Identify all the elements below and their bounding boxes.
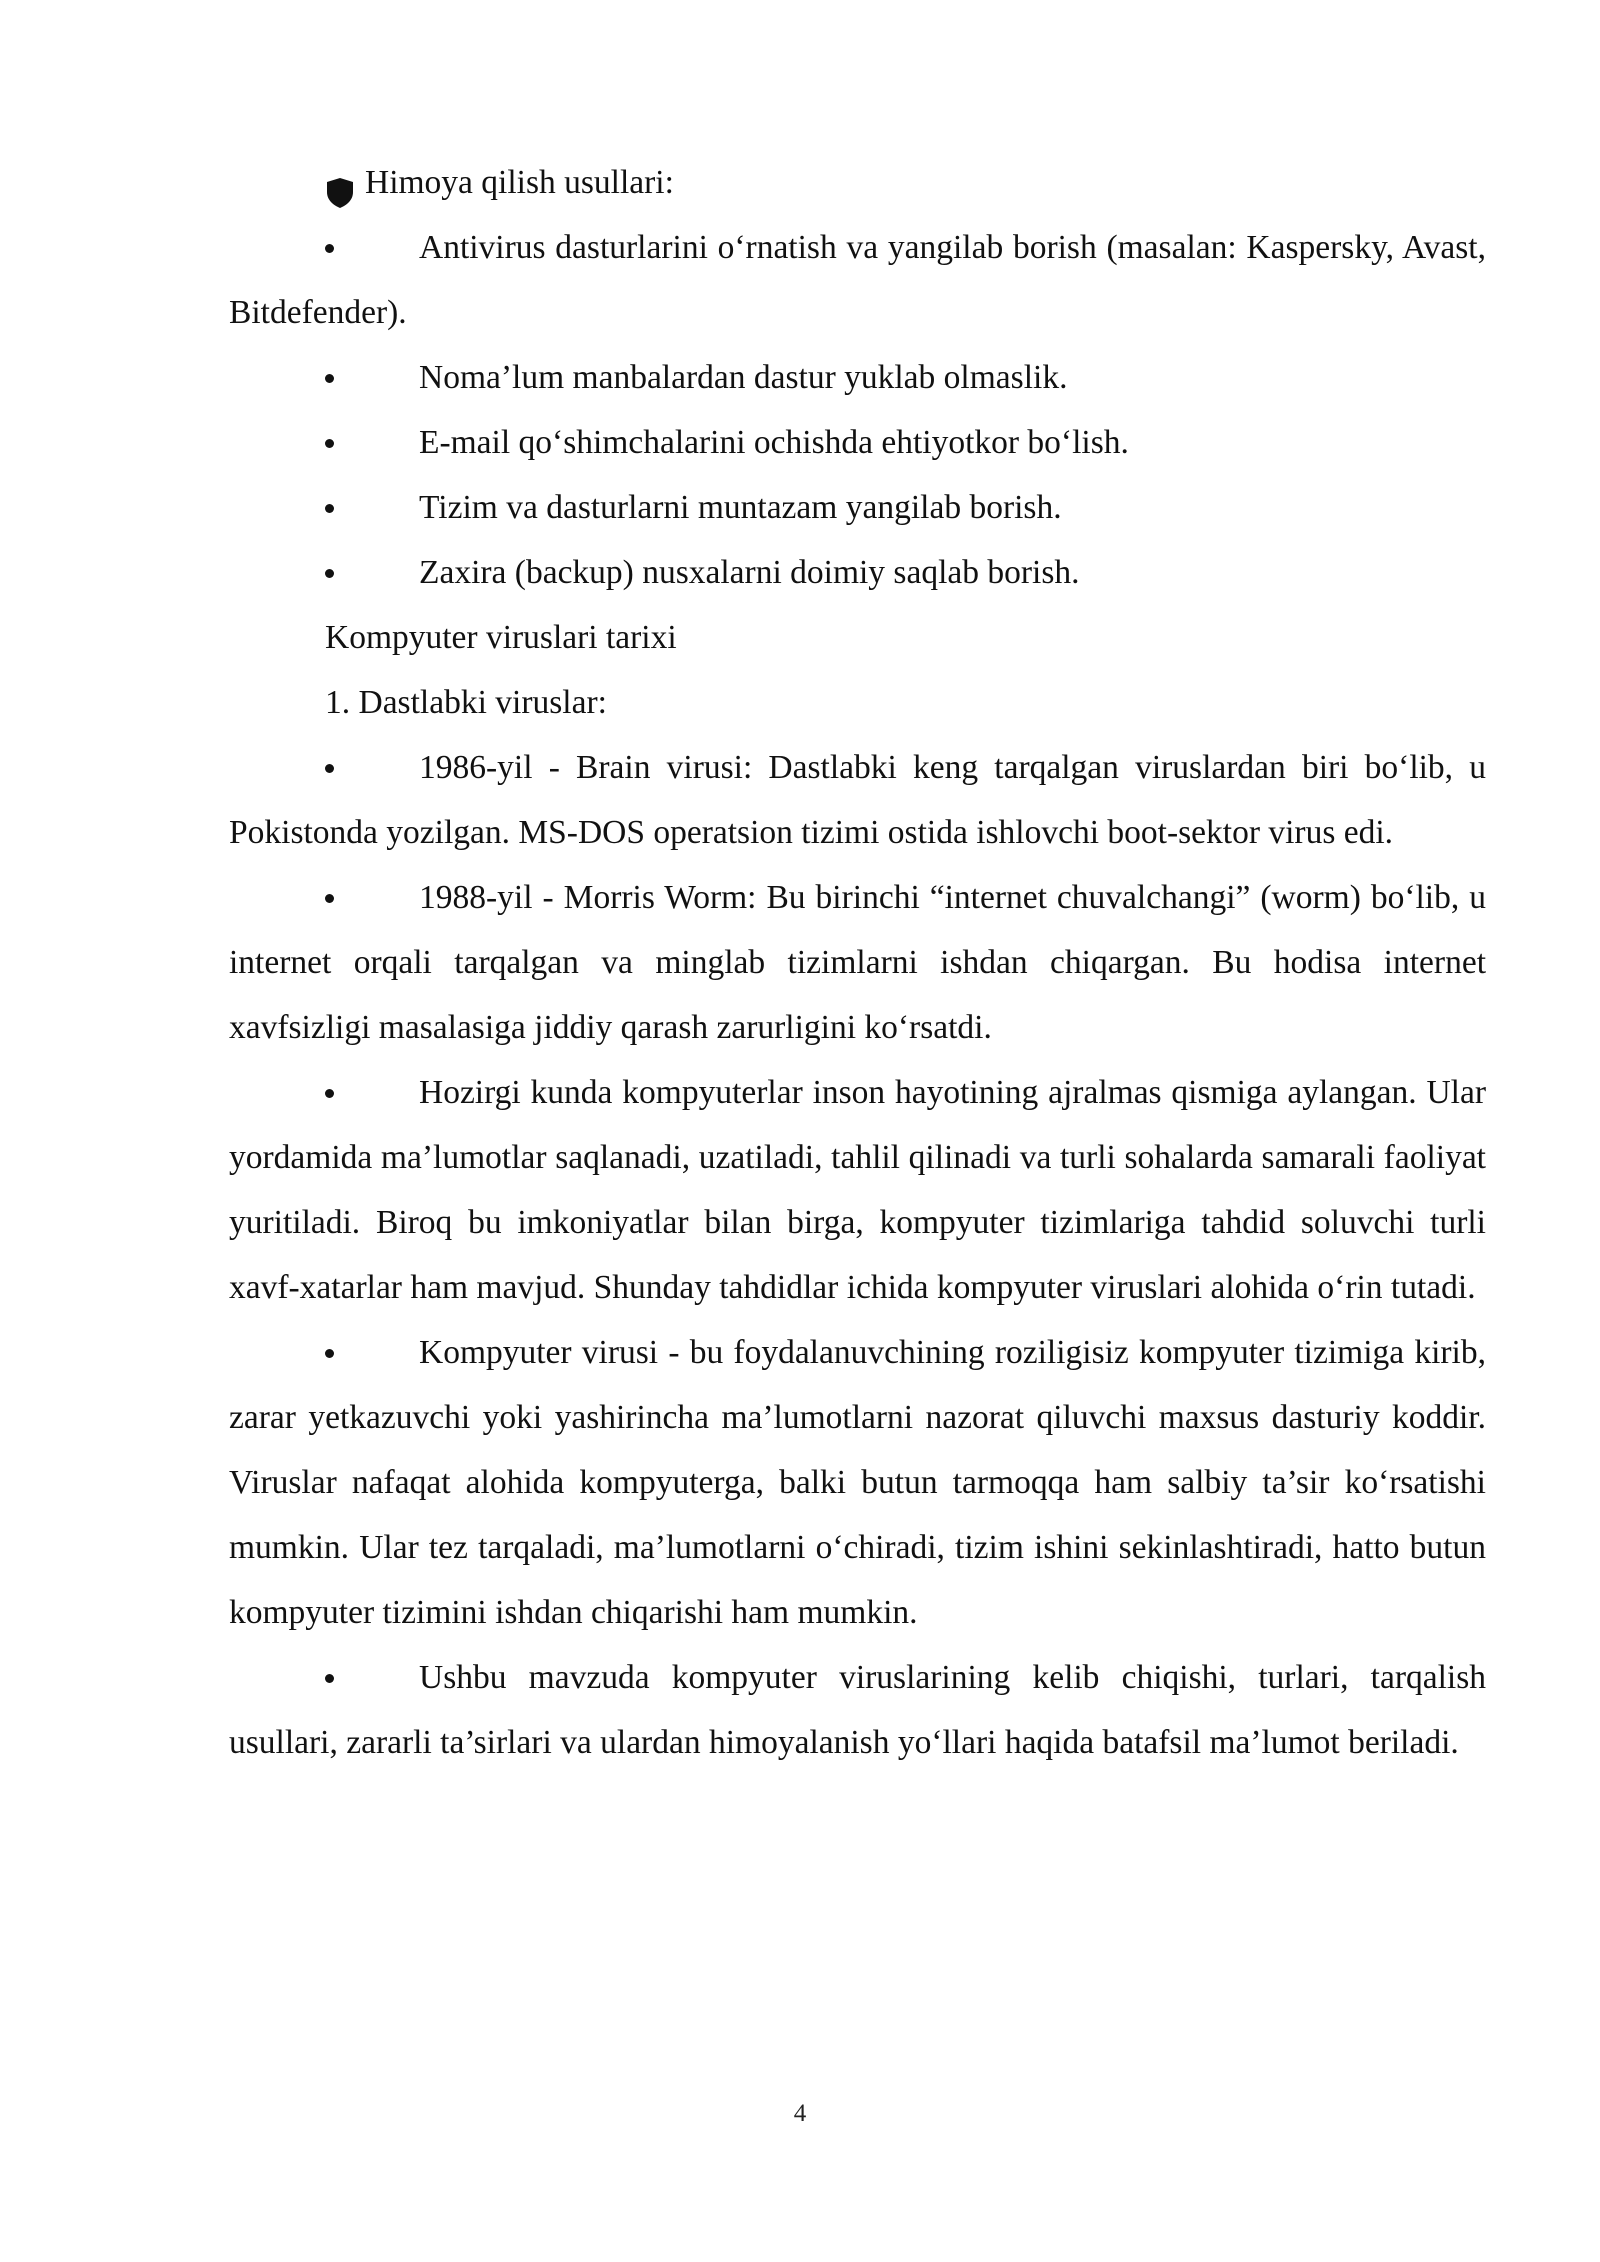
list-item <box>229 865 1486 1060</box>
section-heading: Himoya qilish usullari: <box>365 164 674 201</box>
history-title: Kompyuter viruslari tarixi <box>325 619 677 656</box>
section-heading-row <box>229 150 1486 215</box>
list-item-text: 1988-yil - Morris Worm: Bu birinchi “internet chuvalchangi” (worm) bo‘lib, u internet orqali tarqalgan va minglab tizimlarni ishdan chiqargan. Bu hodisa internet xavfsizligi masalasiga jiddiy qarash zarurligini ko‘rsatdi. <box>229 879 1486 1046</box>
list-item-text: 1986-yil - Brain virusi: Dastlabki keng tarqalgan viruslardan biri bo‘lib, u Pokistonda yozilgan. MS-DOS operatsion tizimi ostida ishlovchi boot-sektor virus edi. <box>229 749 1486 851</box>
list-item-text: Hozirgi kunda kompyuterlar inson hayotining ajralmas qismiga aylangan. Ular yordamida ma’lumotlar saqlanadi, uzatiladi, tahlil qilinadi va turli sohalarda samarali faoliyat yuritiladi. Biroq bu imkoniyatlar bilan birga, kompyuter tizimlariga tahdid soluvchi turli xavf-xatarlar ham mavjud. Shunday tahdidlar ichida kompyuter viruslari alohida o‘rin tutadi. <box>229 1074 1486 1306</box>
list-item-text: Tizim va dasturlarni muntazam yangilab borish. <box>419 489 1062 526</box>
list-item <box>229 540 1486 605</box>
page-content <box>229 150 1486 1775</box>
list-item <box>229 735 1486 865</box>
list-item <box>229 1645 1486 1775</box>
list-item-text: Antivirus dasturlarini o‘rnatish va yangilab borish (masalan: Kaspersky, Avast, Bitdefender). <box>229 229 1486 331</box>
list-item <box>229 1320 1486 1645</box>
list-item <box>229 215 1486 345</box>
page-number: 4 <box>793 2100 807 2127</box>
list-item <box>229 1060 1486 1320</box>
early-viruses-title: 1. Dastlabki viruslar: <box>325 684 607 721</box>
list-item <box>229 410 1486 475</box>
list-item-text: Noma’lum manbalardan dastur yuklab olmaslik. <box>419 359 1068 396</box>
list-item-text: Zaxira (backup) nusxalarni doimiy saqlab borish. <box>419 554 1080 591</box>
list-item-text: E-mail qo‘shimchalarini ochishda ehtiyotkor bo‘lish. <box>419 424 1129 461</box>
list-item <box>229 475 1486 540</box>
shield-icon <box>325 166 355 198</box>
list-item-text: Kompyuter virusi - bu foydalanuvchining roziligisiz kompyuter tizimiga kirib, zarar yetkazuvchi yoki yashirincha ma’lumotlarni nazorat qiluvchi maxsus dasturiy koddir. Viruslar nafaqat alohida kompyuterga, balki butun tarmoqqa ham salbiy ta’sir ko‘rsatishi mumkin. Ular tez tarqaladi, ma’lumotlarni o‘chiradi, tizim ishini sekinlashtiradi, hatto butun kompyuter tizimini ishdan chiqarishi ham mumkin. <box>229 1334 1486 1631</box>
list-item-text: Ushbu mavzuda kompyuter viruslarining kelib chiqishi, turlari, tarqalish usullari, zararli ta’sirlari va ulardan himoyalanish yo‘llari haqida batafsil ma’lumot beriladi. <box>229 1659 1486 1761</box>
list-item <box>229 345 1486 410</box>
